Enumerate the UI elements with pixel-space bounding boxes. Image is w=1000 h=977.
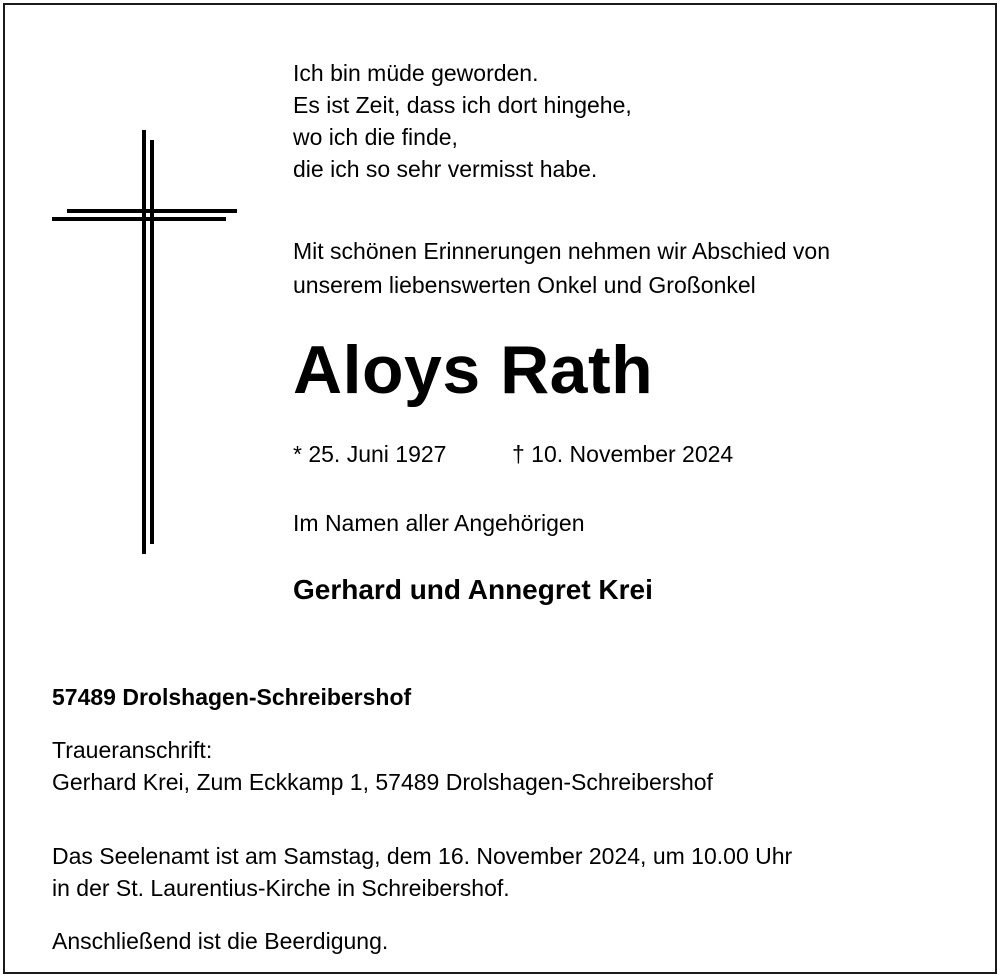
intro-line: Mit schönen Erinnerungen nehmen wir Abschied von <box>293 238 830 264</box>
poem <box>293 57 632 185</box>
service-info <box>52 840 792 904</box>
burial-info: Anschließend ist die Beerdigung. <box>52 928 389 954</box>
mourning-address-value: Gerhard Krei, Zum Eckkamp 1, 57489 Drolshagen-Schreibershof <box>52 769 713 795</box>
birth-date: * 25. Juni 1927 <box>293 441 447 467</box>
deceased-name: Aloys Rath <box>293 332 654 408</box>
service-line: in der St. Laurentius-Kirche in Schreibershof. <box>52 875 510 901</box>
poem-line: Ich bin müde geworden. <box>293 60 539 86</box>
poem-line: Es ist Zeit, dass ich dort hingehe, <box>293 92 632 118</box>
mourning-address <box>52 734 713 798</box>
cross-icon <box>0 0 260 570</box>
on-behalf-text: Im Namen aller Angehörigen <box>293 510 585 536</box>
poem-line: wo ich die finde, <box>293 124 458 150</box>
mourning-address-label: Traueranschrift: <box>52 737 213 763</box>
farewell-intro <box>293 234 830 302</box>
signers: Gerhard und Annegret Krei <box>293 574 653 605</box>
death-date: † 10. November 2024 <box>512 441 734 467</box>
location: 57489 Drolshagen-Schreibershof <box>52 684 412 710</box>
intro-line: unserem liebenswerten Onkel und Großonkel <box>293 272 756 298</box>
poem-line: die ich so sehr vermisst habe. <box>293 156 598 182</box>
service-line: Das Seelenamt ist am Samstag, dem 16. November 2024, um 10.00 Uhr <box>52 843 793 869</box>
